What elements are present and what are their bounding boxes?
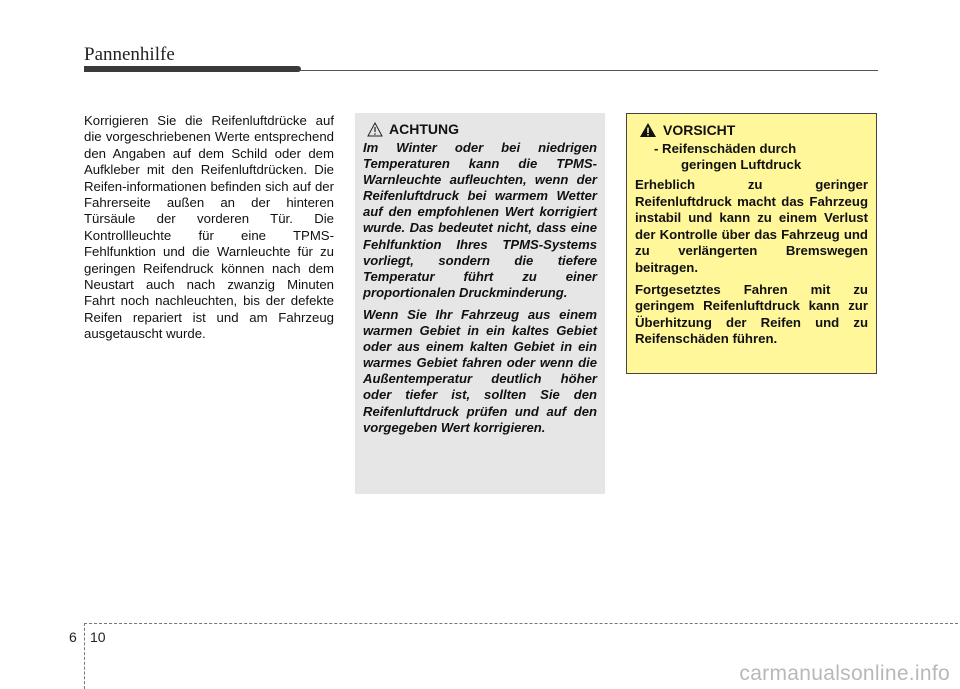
footer-rule [84, 623, 958, 624]
warning-outline-icon [367, 122, 383, 137]
vorsicht-subtitle-line-2: geringen Luftdruck [681, 157, 802, 172]
page-number: 10 [90, 629, 106, 645]
vorsicht-box [626, 113, 877, 374]
footer-divider [84, 623, 85, 689]
achtung-paragraph-2: Wenn Sie Ihr Fahrzeug aus einem warmen Gebiet in ein kaltes Gebiet oder aus einem kalten Gebiet in ein warmes Gebiet fahren oder wenn die Außentemperatur deutlich höher oder tiefer ist, sollten Sie den Reifenluftdruck prüfen und auf den vorgegeben Wert korrigieren. [363, 306, 597, 435]
vorsicht-paragraph-2: Fortgesetztes Fahren mit zu geringem Reifenluftdruck kann zur Überhitzung der Reifen und zu Reifenschäden führen. [635, 281, 868, 347]
achtung-box [355, 113, 605, 494]
achtung-paragraph-1: Im Winter oder bei niedrigen Temperaturen kann die TPMS-Warnleuchte aufleuchten, wenn der Reifenluftdruck bei warmem Wetter auf den empfohlenen Wert korrigiert wurde. Das bedeutet nicht, dass eine Fehlfunktion Ihres TPMS-Systems vorliegt, sondern die tiefere Temperatur führt zu einer proportionalen Druckminderung. [363, 140, 597, 300]
vorsicht-subtitle [647, 141, 868, 173]
warning-filled-icon [639, 122, 657, 138]
vorsicht-header [635, 122, 868, 138]
header-rule-thick [84, 66, 301, 72]
page-chapter: 6 [69, 629, 77, 645]
header-rule-thin [300, 70, 878, 71]
vorsicht-title: VORSICHT [663, 122, 736, 138]
vorsicht-subtitle-line-1: - Reifenschäden durch [654, 141, 797, 156]
section-title: Pannenhilfe [84, 44, 175, 65]
body-text: Korrigieren Sie die Reifenluftdrücke auf die vorgeschriebenen Werte entsprechend den Angaben auf dem Schild oder dem Aufkleber mit den Reifenluftdrücken. Die Reifen-informationen befinden sich auf der Fahrerseite außen an der hinteren Türsäule der vorderen Tür. Die Kontrollleuchte für eine TPMS-Fehlfunktion und die Warnleuchte für zu geringen Reifendruck können nach dem Neustart auch nach zwanzig Minuten Fahrt noch nachleuchten, bis der defekte Reifen repariert ist und am Fahrzeug ausgetauscht wurde. [84, 113, 334, 342]
vorsicht-paragraph-1: Erheblich zu geringer Reifenluftdruck macht das Fahrzeug instabil und kann zu einem Verlust der Kontrolle über das Fahrzeug und zu verlängerten Bremswegen beitragen. [635, 177, 868, 275]
achtung-header [363, 121, 597, 137]
watermark: carmanualsonline.info [739, 662, 950, 685]
achtung-title: ACHTUNG [389, 121, 459, 137]
